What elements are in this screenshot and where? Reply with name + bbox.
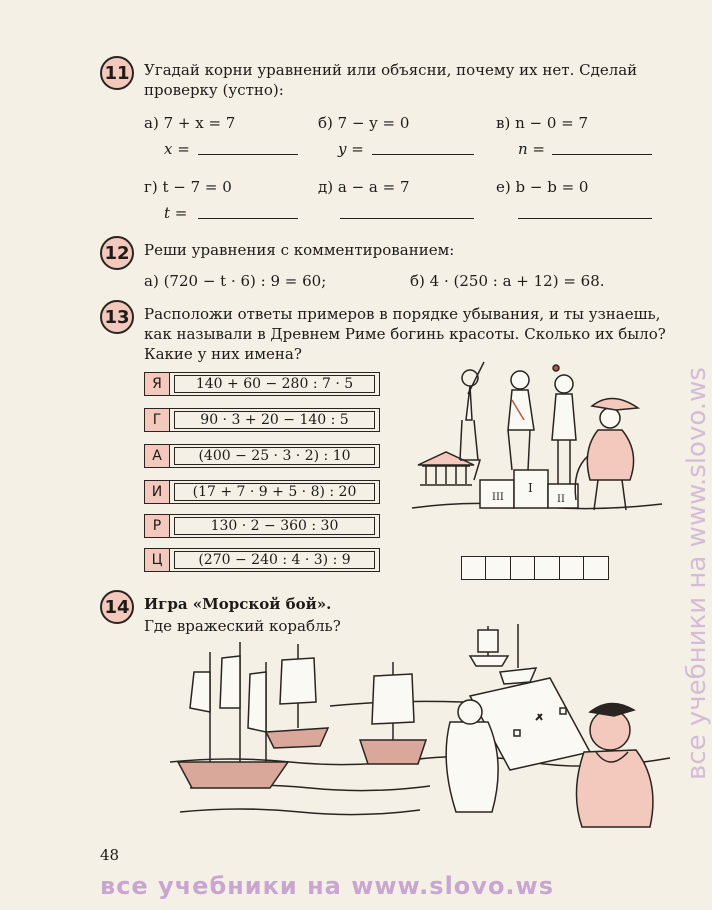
example-row-a [144, 444, 380, 468]
equation-g: г) t − 7 = 0 [144, 178, 232, 196]
example-row-ts [144, 548, 380, 572]
goddesses-illustration [412, 360, 662, 530]
answer-cell[interactable] [534, 556, 560, 580]
example-row-i [144, 480, 380, 504]
answer-cell[interactable] [461, 556, 487, 580]
example-letter: Р [145, 515, 170, 537]
svg-text:I: I [528, 481, 533, 495]
sea-battle-illustration [170, 612, 670, 832]
answer-x-line [198, 154, 298, 155]
example-expression: 130 · 2 − 360 : 30 [174, 517, 375, 535]
example-letter: И [145, 481, 170, 503]
answer-cell[interactable] [559, 556, 585, 580]
answer-t-label: t = [164, 204, 188, 222]
answer-d-line [340, 218, 474, 219]
task-13-instruction-line3: Какие у них имена? [144, 345, 302, 363]
example-row-g [144, 408, 380, 432]
task-11-instruction-line2: проверку (устно): [144, 81, 284, 99]
example-expression: 90 · 3 + 20 − 140 : 5 [174, 411, 375, 429]
task-11-badge: 11 [100, 56, 134, 90]
answer-n-label: n = [518, 140, 545, 158]
task-13-badge: 13 [100, 300, 134, 334]
example-letter: Я [145, 373, 170, 395]
answer-y-label: y = [338, 140, 364, 158]
task-12-instruction: Реши уравнения с комментированием: [144, 241, 455, 259]
equation-v: в) n − 0 = 7 [496, 114, 589, 132]
example-row-r [144, 514, 380, 538]
example-row-ya [144, 372, 380, 396]
example-expression: (270 − 240 : 4 · 3) : 9 [174, 551, 375, 569]
watermark-side: все учебники на www.slovo.ws [682, 367, 712, 780]
answer-n-line [552, 154, 652, 155]
example-letter: Г [145, 409, 170, 431]
svg-text:II: II [557, 494, 565, 505]
task-13-instruction-line1: Расположи ответы примеров в порядке убывания, и ты узнаешь, [144, 305, 661, 323]
example-letter: А [145, 445, 170, 467]
task-14-question: Где вражеский корабль? [144, 617, 341, 635]
watermark-bottom: все учебники на www.slovo.ws [100, 872, 554, 900]
task-14-title: Игра «Морской бой». [144, 595, 332, 613]
example-expression: (400 − 25 · 3 · 2) : 10 [174, 447, 375, 465]
answer-cell[interactable] [485, 556, 511, 580]
equation-12a: а) (720 − t · 6) : 9 = 60; [144, 272, 327, 290]
equation-d: д) a − a = 7 [318, 178, 410, 196]
answer-cell[interactable] [583, 556, 609, 580]
task-12-badge: 12 [100, 236, 134, 270]
answer-x-label: x = [164, 140, 190, 158]
example-letter: Ц [145, 549, 170, 571]
equation-a: а) 7 + x = 7 [144, 114, 236, 132]
answer-t-line [198, 218, 298, 219]
answer-e-line [518, 218, 652, 219]
svg-text:III: III [492, 492, 504, 503]
task-13-instruction-line2: как называли в Древнем Риме богинь красоты. Сколько их было? [144, 325, 666, 343]
task-11-instruction-line1: Угадай корни уравнений или объясни, почему их нет. Сделай [144, 61, 638, 79]
equation-b: б) 7 − y = 0 [318, 114, 410, 132]
example-expression: (17 + 7 · 9 + 5 · 8) : 20 [174, 483, 375, 501]
answer-cell[interactable] [510, 556, 536, 580]
equation-e: е) b − b = 0 [496, 178, 589, 196]
answer-y-line [372, 154, 474, 155]
equation-12b: б) 4 · (250 : a + 12) = 68. [410, 272, 605, 290]
task-14-badge: 14 [100, 590, 134, 624]
answer-cells [462, 556, 609, 580]
page-number: 48 [100, 846, 120, 864]
example-expression: 140 + 60 − 280 : 7 · 5 [174, 375, 375, 393]
